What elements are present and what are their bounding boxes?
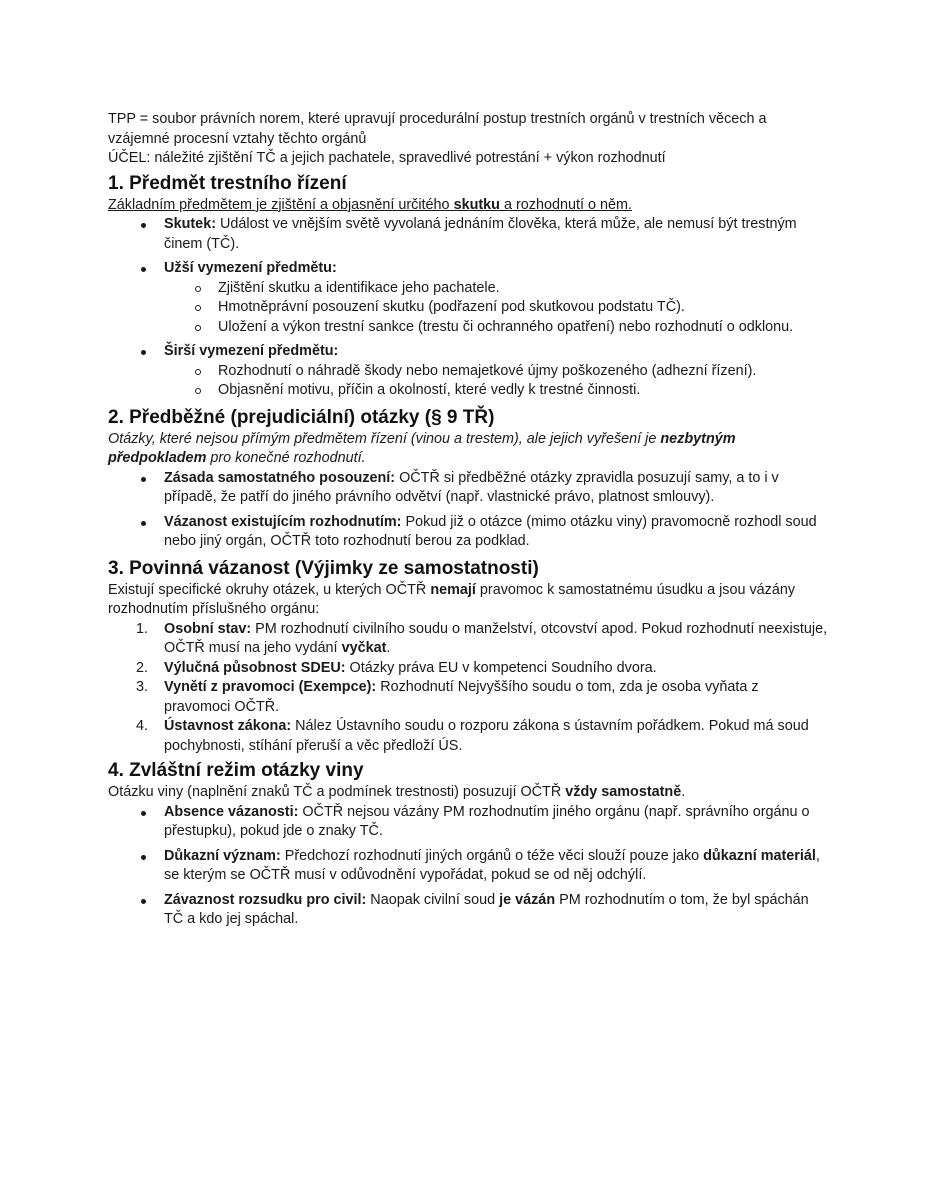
sub-bullet-circle [195,305,201,311]
sub-bullet-circle [195,388,201,394]
section-2-heading: 2. Předběžné (prejudiciální) otázky (§ 9 TŘ) [108,406,495,428]
bullet-dot [141,267,146,272]
bullet-dukazni-vyznam [108,847,828,886]
lead-bold: vždy samostatně [565,784,682,800]
sub-list [164,279,828,338]
lead-text-end: a rozhodnutí o něm. [499,196,632,213]
item-label: Výlučná působnost SDEU: [164,659,346,676]
bullet-label: Závaznost rozsudku pro civil: [164,891,367,908]
bullet-label: Užší vymezení předmětu: [164,260,337,276]
item-text-end: . [386,640,391,656]
bullet-text-end: , se kterým se OČTŘ musí v odůvodnění vypořádat, pokud se od něj odchýlí. [164,847,820,883]
bullet-zavaznost [108,891,828,930]
sub-bullet-circle [195,286,201,292]
item-number: 3. [136,679,149,695]
item-label: Ústavnost zákona: [164,718,292,734]
lead-text-end: pro konečné rozhodnutí. [206,450,366,466]
bullet-dot [141,477,146,482]
lead-bold: nezbytným předpokladem [108,430,736,466]
bullet-label: Absence vázanosti: [164,803,299,820]
document-page [108,110,828,935]
item-text: PM rozhodnutí civilního soudu o manželství, otcovství apod. Pokud rozhodnutí neexistuje, OČTŘ musí na jeho vydání [164,620,828,656]
bullet-absence [108,803,828,842]
bullet-vazanost [108,513,828,552]
bullet-zasada [108,469,828,508]
lead-text: Existují specifické okruhy otázek, u kterých OČTŘ [108,581,431,598]
section-3-numbered-list [108,620,828,757]
bullet-text: Pokud již o otázce (mimo otázku viny) pravomocně rozhodl soud nebo jiný orgán, OČTŘ toto rozhodnutí berou za podklad. [164,513,817,549]
section-2-bullets [108,469,828,552]
bullet-bold: důkazní materiál [703,847,816,864]
bullet-label: Zásada samostatného posouzení: [164,469,396,486]
bullet-dot [141,521,146,526]
bullet-skutek [108,215,828,254]
item-label: Vynětí z pravomoci (Exempce): [164,679,377,695]
section-3-heading: 3. Povinná vázanost (Výjimky ze samostatnosti) [108,557,539,579]
bullet-dot [141,350,146,355]
numbered-item [108,717,828,756]
sub-item [164,318,828,338]
sub-item [164,298,828,318]
bullet-label: Skutek: [164,216,216,232]
item-label: Osobní stav: [164,620,252,637]
sub-item-text: Zjištění skutku a identifikace jeho pachatele. [218,279,500,296]
section-1-lead [108,196,828,216]
bullet-text: Událost ve vnějším světě vyvolaná jednáním člověka, která může, ale nemusí být trestným činem (TČ). [164,216,797,252]
section-4-lead [108,783,828,803]
bullet-label: Širší vymezení předmětu: [164,343,339,359]
bullet-dot [141,855,146,860]
sub-list [164,362,828,401]
item-bold: vyčkat [341,640,387,656]
item-text: Rozhodnutí Nejvyššího soudu o tom, zda je osoba vyňata z pravomoci OČTŘ. [164,679,759,715]
section-1-bullets [108,215,828,401]
section-1-heading: 1. Předmět trestního řízení [108,172,347,194]
lead-text-end: pravomoc k samostatnému úsudku a jsou vázány rozhodnutím příslušného orgánu: [108,581,796,617]
bullet-sirsi-vymezeni [108,342,828,401]
bullet-dot [141,811,146,816]
sub-item-text: Objasnění motivu, příčin a okolností, které vedly k trestné činnosti. [218,382,641,398]
bullet-text-end: PM rozhodnutím o tom, že byl spáchán TČ a kdo jej spáchal. [164,891,809,927]
sub-item [164,381,828,401]
item-text: Nález Ústavního soudu o rozporu zákona s ústavním pořádkem. Pokud má soud pochybnosti, stíhání přeruší a věc předloží ÚS. [164,718,809,754]
item-number: 4. [136,718,149,734]
sub-item-text: Hmotněprávní posouzení skutku (podřazení pod skutkovou podstatu TČ). [218,299,685,315]
section-2-lead [108,430,828,469]
bullet-dot [141,223,146,228]
bullet-uzsi-vymezeni [108,259,828,337]
bullet-text: Předchozí rozhodnutí jiných orgánů o téže věci slouží pouze jako [280,847,704,864]
item-text: Otázky práva EU v kompetenci Soudního dvora. [345,659,657,676]
sub-item [164,362,828,382]
intro-purpose: ÚČEL: náležité zjištění TČ a jejich pachatele, spravedlivé potrestání + výkon rozhodnutí [108,150,666,166]
lead-text: Základním předmětem je zjištění a objasnění určitého [108,196,454,213]
bullet-text: Naopak civilní soud [366,891,500,908]
numbered-item [108,659,828,679]
intro-definition: TPP = soubor právních norem, které upravují procedurální postup trestních orgánů v trestních věcech a vzájemné procesní vztahy těchto orgánů [108,111,767,147]
sub-bullet-circle [195,369,201,375]
bullet-bold: je vázán [499,891,556,908]
lead-text-end: . [681,784,686,800]
bullet-label: Vázanost existujícím rozhodnutím: [164,513,402,530]
numbered-item [108,620,828,659]
lead-bold: nemají [430,581,476,598]
sub-bullet-circle [195,325,201,331]
sub-item-text: Uložení a výkon trestní sankce (trestu či ochranného opatření) nebo rozhodnutí o odklonu. [218,318,794,335]
lead-bold: skutku [453,196,500,213]
lead-text: Otázky, které nejsou přímým předmětem řízení (vinou a trestem), ale jejich vyřešení je [108,430,661,447]
numbered-item [108,678,828,717]
lead-text: Otázku viny (naplnění znaků TČ a podmínek trestnosti) posuzují OČTŘ [108,784,566,800]
bullet-dot [141,899,146,904]
sub-item [164,279,828,299]
sub-item-text: Rozhodnutí o náhradě škody nebo nemajetkové újmy poškozeného (adhezní řízení). [218,362,757,379]
section-3-lead [108,581,828,620]
item-number: 2. [136,659,149,676]
bullet-text: OČTŘ si předběžné otázky zpravidla posuzují samy, a to i v případě, že patří do jiného právního odvětví (např. vlastnické právo, platnost smlouvy). [164,469,779,505]
section-4-bullets [108,803,828,930]
item-number: 1. [136,620,149,637]
bullet-label: Důkazní význam: [164,847,281,864]
bullet-text: OČTŘ nejsou vázány PM rozhodnutím jiného orgánu (např. správního orgánu o přestupku), pokud jde o znaky TČ. [164,803,810,839]
section-4-heading: 4. Zvláštní režim otázky viny [108,760,364,781]
